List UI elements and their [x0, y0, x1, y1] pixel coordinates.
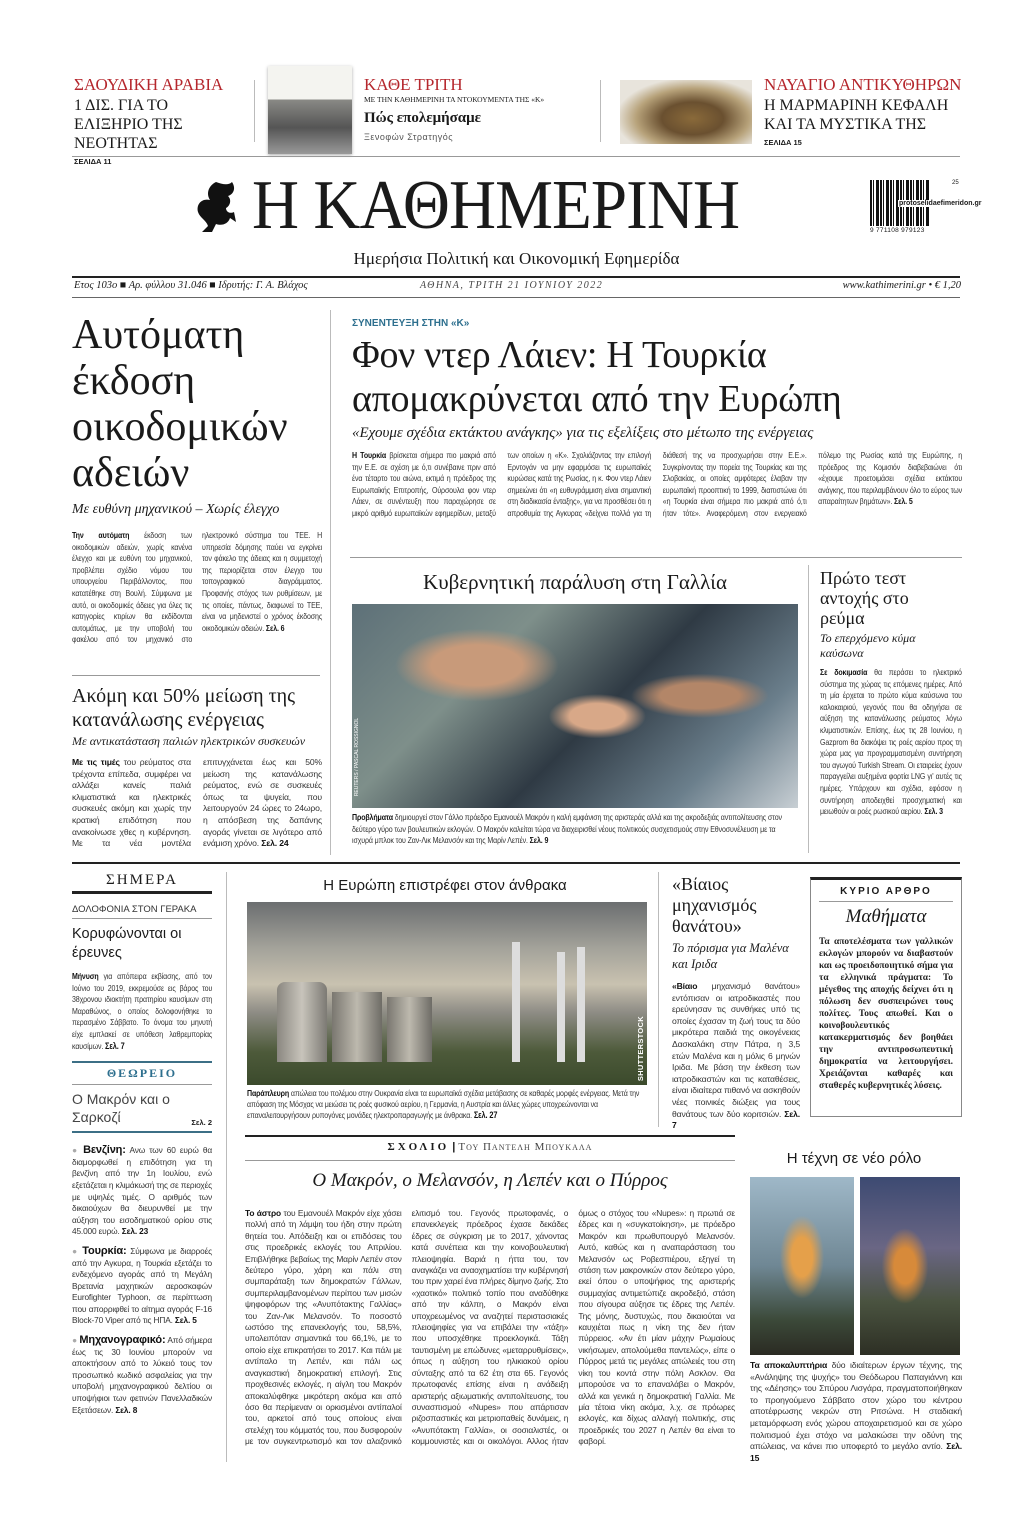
- teaser-author: Ξενοφών Στρατηγός: [364, 132, 454, 142]
- page-ref: Σελ. 3: [924, 806, 943, 817]
- france-caption: Προβλήματα δημιουργεί στον Γάλλο πρόεδρο Εμανουέλ Μακρόν η καλή εμφάνιση της αριστεράς αλλά και της ακροδεξιάς αντιπολίτευσης στον δεύτερο γύρο των βουλευτικών εκλογών. Ο Μακρόν καλείται τώρα να διαχειρισθεί νέους πολιτικούς συσχετισμούς στην Εθνοσυνέλευση με τα ισχυρά μπλοκ του Ζαν-Λικ Μελανσόν και της Μαρίν Λεπέν. Σελ. 9: [352, 812, 782, 846]
- briefs: [72, 1145, 212, 1416]
- teaser-title: Η ΜΑΡΜΑΡΙΝΗ ΚΕΦΑΛΗ ΚΑΙ ΤΑ ΜΥΣΤΙΚΑ ΤΗΣ: [764, 97, 949, 133]
- comment-body: Το άστρο του Εμανουέλ Μακρόν είχε χάσει πολλή από τη λάμψη του ήδη στην πρώτη θητεία του. Απόδειξη και οι επιδόσεις του στις προεδρικές εκλογές του Απριλίου. Επιβλήθηκε βεβαίως της Μαρίν Λεπέν στον δεύτερο γύρο, χάρη και πάλι στη συμπαράταξη των δημοκρατών Γάλλων, συμπεριλαμβανομένων περίπου των μισών ψηφοφόρων της «Ανυπότακτης Γαλλίας» του Ζαν-Λικ Μελανσόν. Το ποσοστό ωστόσο της επανεκλογής του, 58,5%, υπολειπόταν σημαντικά του 66,1%, με το οποίο είχε επικρατήσει το 2017. Και πάλι με αντίπαλο τη Λεπέν, και πάλι ως αναγκαστική δημοκρατική επιλογή. Στις προχθεσινές εκλογές, η αίγλη του Μακρόν αποκαλύφθηκε μικρότερη ακόμα και από όσο θα περίμεναν οι ορκισμένοι αντίπαλοί του, αρκετοί από τους οποίους είναι στελέχη του κόμματός του, που δυσφορούν με τον συγκεντρωτισμό και τον αλαζονικό ελιτισμό του. Γεγονός πρωτοφανές, ο επανεκλεγείς πρόεδρος έχασε δεκάδες έδρες σε σύγκριση με το 2017, χάνοντας κατά συνέπεια και την κοινοβουλευτική πλειοψηφία. Βαριά η ήττα του, τον αναγκάζει να αναοχηματίσει την κυβέρνησή του πριν χαρεί ένα πλήρες δίμηνο ζωής. Στο «χαοτικό» πολιτικό τοπίο που αναδύθηκε από την κάλπη, ο Μακρόν είναι υποχρεωμένος να αναζητεί περιστασιακές πλειοψηφίες για να επιβάλει την «τάξη» που υποσχέθηκε προεκλογικά. Τάξη ταυτισμένη με επώδυνες «μεταρρυθμίσεις», όπως η αύξηση του ηλικιακού ορίου σύνταξης από τα 62 έτη στα 65. Γεγονός πρωτοφανές επίσης είναι η ανάδειξη αριστερής αξιωματικής αντιπολίτευσης, του συνασπισμού «Nupes» που απάρτισαν ριζοσπαστικές και μετριοπαθείς δυνάμεις, η «Ανυπότακτη Γαλλία», οι σοσιαλιστές, οι κομμουνιστές και οι οικολόγοι. Αλλος ήταν όμως ο στόχος του «Nupes»: η πρωτιά σε έδρες και η «συγκατοίκηση», με πρόεδρο Μακρόν και πρωθυπουργό Μελανσόν. Αυτό, καθώς και η αναπαράσταση του Μελανσόν ως Ροβεσπιέρου, εξηγεί τη στάση των μακρονικών στον δεύτερο γύρο, εκεί όπου ο υποψήφιος της αριστερής συμμαχίας αντιμετώπιζε ακροδεξιό, στάση που σίγουρα αύξησε τις έδρες της Λεπέν. Της μόνης, δυστυχώς, που δικαιούται να καυχιέται πως η νίκη της δεν ήταν πύρρειος. «Αν έτι μίαν μάχην Ρωμαίους νικήσωμεν, απολούμεθα παντελώς», είπε ο Πύρρος μετά τις μεγάλες απώλειές του στη νίκη του κοντά στην πόλη Ασκλον. Θα μπορούσε να το επαναλάβει ο Μακρόν, αλλά και γενικά η δημοκρατική Γαλλία. Με μία τέτοια νίκη ακόμα, λ.χ. σε πρόωρες εκλογές, και δίχως αλλαγή πολιτικής, στις προεδρικές του 2027 η Λεπέν θα είναι το φαβορί.: [245, 1208, 735, 1447]
- comment-header: ΣΧΟΛΙΟ | Του Παντελη Μπουκαλα: [387, 1141, 593, 1153]
- power-story[interactable]: [820, 568, 962, 818]
- comment-label: ΣΧΟΛΙΟ: [387, 1141, 450, 1153]
- energy-story[interactable]: [72, 684, 322, 851]
- teaser-antikythera[interactable]: [764, 76, 964, 147]
- photo-credit: SHUTTERSTOCK: [636, 1015, 645, 1081]
- editorial-title: Μαθήματα: [845, 906, 927, 927]
- patra-story[interactable]: [672, 874, 800, 1131]
- teaser-kicker: ΣΑΟΥΔΙΚΗ ΑΡΑΒΙΑ: [74, 75, 224, 94]
- story-body: Με τις τιμές του ρεύματος στα τρέχοντα επίπεδα, συμφέρει να αλλάξει κανείς παλιά κλιματιστικά και ηλεκτρικές συσκευές ακόμη και χωρίς την κρατική επιδότηση που ανακοίνωσε χθες η κυβέρνηση. Με τα νέα μοντέλα επιτυγχάνεται έως και 50% μείωση της κατανάλωσης ρεύματος, ενώ σε συσκευές όπως τα ψυγεία, που λειτουργούν 24 ώρες το 24ωρο, η απόσβεση της δαπάνης αγοράς γίνεται σε λιγότερο από ενάμιση χρόνο. Σελ. 24: [72, 757, 322, 849]
- editorial-box[interactable]: [810, 877, 962, 1117]
- teaser-page: ΣΕΛΙΔΑ 11: [74, 157, 112, 166]
- subtitle: Με αντικατάσταση παλιών ηλεκτρικών συσκευών: [72, 734, 306, 748]
- teaser-kicker: ΚΑΘΕ ΤΡΙΤΗ: [364, 75, 463, 94]
- brief-item[interactable]: ● Τουρκία: Σύμφωνα με διαρροές από την Αγκυρα, η Τουρκία εξετάζει το ενδεχόμενο αγοράς από τη Μεγάλη Βρετανία μαχητικών αεροσκαφών Eurofighter Typhoon, σε περίπτωση που απορριφθεί το αίτημα αγοράς F-16 Block-70 Viper από τις ΗΠΑ. Σελ. 5: [72, 1244, 212, 1326]
- today-label: ΣΗΜΕΡΑ: [106, 872, 178, 888]
- subtitle: Το πόρισμα για Μαλένα και Ιριδα: [672, 941, 789, 971]
- teaser-title: Πώς επολεμήσαμε: [364, 110, 482, 126]
- headline: Ακόμη και 50% μείωση της κατανάλωσης ενέργειας: [72, 685, 296, 731]
- editorial-label: ΚΥΡΙΟ ΑΡΘΡΟ: [819, 886, 953, 902]
- sculpture-photo-1: [750, 1177, 854, 1355]
- macron-crowd-photo: [352, 604, 798, 808]
- story-body: Η Τουρκία βρίσκεται σήμερα πιο μακριά από την Ε.Ε. σε σχέση με ό,τι συνέβαινε πριν από ένα τέταρτο του αιώνα, εκτιμά η πρόεδρος της Ευρωπαϊκής Επιτροπής, Ούρσουλα φον ντερ Λάιεν, σε συνέντευξη που παραχώρησε σε μικρό αριθμό ευρωπαϊκών εφημερίδων, μεταξύ των οποίων η «Κ». Σχολιάζοντας την επιλογή Ερντογάν να μην εφαρμόσει τις ευρωπαϊκές κυρώσεις κατά της Ρωσίας, η κ. Φον ντερ Λάιεν σημειώνει ότι «η ευθυγράμμιση είναι σημαντική στη διαδικασία ένταξης», για να προσθέσει ότι η απροθυμία της Αγκυρας «δείχνει πολλά για τη διάθεσή της να προσχωρήσει στην Ε.Ε.». Συγκρίνοντας την πορεία της Τουρκίας και της Σλοβακίας, οι οποίες αμφότερες έλαβαν την ευρωπαϊκή προοπτική το 1999, διαπιστώνει ότι «η Τουρκία είναι σήμερα πιο μακριά από ό,τι ήταν τότε». Αναφερόμενη στον ενεργειακό πόλεμο της Ρωσίας κατά της Ευρώπης, η πρόεδρος της Κομισιόν διαβεβαιώνει ότι «έχουμε προετοιμάσει σχέδια εκτάκτου ανάγκης, που περιλαμβάνουν όλο το εύρος των απαραίτητων βημάτων». Σελ. 5: [352, 450, 963, 518]
- teaser-page: ΣΕΛΙΔΑ 15: [764, 138, 802, 147]
- art-headline: Η τέχνη σε νέο ρόλο: [786, 1150, 922, 1167]
- coal-caption: Παράπλευρη απώλεια του πολέμου στην Ουκρανία είναι τα ευρωπαϊκά σχέδια μετάβασης σε καθαρές μορφές ενέργειας. Μετά την απόφαση της Μόσχας να μειώσει τις ροές φυσικού αερίου, η Γερμανία, η Αυστρία και άλλες χώρες υποχρεώνονται να επαναλειτουργήσουν ρυπογόνες μονάδες ηλεκτροπαραγωγής με άνθρακα. Σελ. 27: [247, 1088, 640, 1121]
- page-ref: Σελ. 27: [473, 1110, 498, 1121]
- comment-author: Του Παντελη Μπουκαλα: [458, 1141, 593, 1153]
- page-ref: Σελ. 7: [105, 1040, 125, 1051]
- today-column: [72, 872, 212, 1416]
- today-body: Μήνυση για απόπειρα εκβίασης, από τον Ιούνιο του 2019, εκκρεμούσε εις βάρος του 38χρονου ιδιοκτήτη πρατηρίου καυσίμων στη Μαραθώνος, ο οποίος δολοφονήθηκε το περασμένο Σάββατο. Το όνομα του μηνυτή είχε εμπλακεί σε υπόθεση λαθρεμπορίας καυσίμων. Σελ. 7: [72, 971, 213, 1051]
- newspaper-title: Η ΚΑΘΗΜΕΡΙΝΗ: [252, 167, 740, 244]
- headline: Πρώτο τεστ αντοχής στο ρεύμα: [820, 568, 909, 628]
- story-body: «Βίαιο μηχανισμό θανάτου» εντόπισαν οι ιατροδικαστές που ερεύνησαν τις συνθήκες υπό τις οποίες έχασαν τη ζωή τους τα δύο μικρότερα παιδιά της οικογένειας Δασκαλάκη στην Πάτρα, η 3,5 ετών Μαλένα και η μόλις 6 μηνών Ιριδα. Με βάση την έκθεση των ιατροδικαστών και τις καταθέσεις, είναι ιδιαίτερα πιθανό να ασκηθούν νέες ποινικές διώξεις για τους θανάτους των δύο κοριτσιών. Σελ. 7: [672, 981, 800, 1131]
- coal-headline: Η Ευρώπη επιστρέφει στον άνθρακα: [323, 877, 567, 894]
- teaser-kicker: ΝΑΥΑΓΙΟ ΑΝΤΙΚΥΘΗΡΩΝ: [764, 75, 962, 94]
- main-story[interactable]: [352, 318, 962, 520]
- story-body: Την αυτόματη έκδοση των οικοδομικών αδειών, χωρίς κανένα έλεγχο και με ευθύνη του μηχανικού, προβλέπει σχέδιο νόμου του υπουργείου Περιβάλλοντος, που κατατέθηκε στη Βουλή. Σύμφωνα με αυτό, οι οικοδομικές άδειες για όλες τις κατηγορίες κτιρίων θα εκδίδονται αυτομάτως, με την υποβολή του φακέλου από τον μηχανικό στο ηλεκτρονικό σύστημα του ΤΕΕ. Η υπηρεσία δόμησης παύει να εγκρίνει τον φάκελο της άδειας και η συμμετοχή της περιορίζεται στον έλεγχο του τοπογραφικού διαγράμματος. Προφανής στόχος των ρυθμίσεων, με τις οποίες, πάντως, διαφωνεί το ΤΕΕ, είναι να μηδενιστεί ο χρόνος έκδοσης οικοδομικών αδειών. Σελ. 6: [72, 530, 323, 645]
- headline: Αυτόματη έκδοση οικοδομικών αδειών: [72, 312, 288, 496]
- teaser-sub: ΜΕ ΤΗΝ ΚΑΘΗΜΕΡΙΝΗ ΤΑ ΝΤΟΚΟΥΜΕΝΤΑ ΤΗΣ «Κ»: [364, 95, 545, 104]
- story-body: Σε δοκιμασία θα περάσει το ηλεκτρικό σύστημα της χώρας τις επόμενες ημέρες. Από τη μία έρχεται το πρώτο κύμα καύσωνα του καλοκαιριού, γεγονός που θα οδηγήσει σε αύξηση της κατανάλωσης ρεύματος λόγω κλιματιστικών. Επίσης, έως τις 28 Ιουνίου, η Gazprom θα διακόψει τις ροές αερίου προς τη χώρα μας για προγραμματισμένη συντήρηση του αγωγού Turkish Stream. Οι εταιρείες έχουν παραγγείλει αυξημένα φορτία LNG γι' αυτές τις ημέρες. Υπάρχουν και σχέδια, εφόσον η συντήρηση αποδειχθεί προσχηματική και μειωθούν οι ροές ρωσικού αερίου. Σελ. 3: [820, 667, 962, 817]
- brief-item[interactable]: ● Βενζίνη: Ανω των 60 ευρώ θα διαμορφωθεί η επιδότηση για τη βενζίνη από την 1η Ιουλίου, ενώ εξετάζεται η κλιμάκωσή της σε περιοχές με υψηλές τιμές. Ο αριθμός των δικαιούχων θα διευρυνθεί με την αύξηση του εισοδηματικού ορίου στις 45.000 ευρώ. Σελ. 23: [72, 1144, 212, 1237]
- kicker: ΣΥΝΕΝΤΕΥΞΗ ΣΤΗΝ «Κ»: [352, 318, 470, 329]
- barcode-number: 9 771108 979123: [870, 227, 925, 234]
- page-ref: Σελ. 5: [894, 496, 913, 507]
- theoreio-label: ΘΕΩΡΕΙΟ: [72, 1063, 212, 1085]
- subtitle: Με ευθύνη μηχανικού – Χωρίς έλεγχο: [72, 502, 280, 517]
- coal-plant-photo: [247, 902, 647, 1085]
- book-cover-image: [268, 66, 352, 154]
- theoreio-title[interactable]: Ο Μακρόν και ο Σαρκοζί: [72, 1091, 170, 1126]
- teaser-documents[interactable]: [364, 76, 594, 142]
- subtitle: Το επερχόμενο κύμα καύσωνα: [820, 631, 916, 660]
- headline: «Βίαιος μηχανισμός θανάτου»: [672, 874, 757, 936]
- issue-date: ΑΘΗΝΑ, ΤΡΙΤΗ 21 ΙΟΥΝΙΟΥ 2022: [420, 280, 604, 291]
- left-story[interactable]: [72, 312, 322, 646]
- theoreio-page: Σελ. 2: [191, 1118, 212, 1128]
- headline: Φον ντερ Λάιεν: Η Τουρκία απομακρύνεται από την Ευρώπη: [352, 334, 842, 420]
- brief-item[interactable]: ● Μηχανογραφικό: Από σήμερα έως τις 30 Ιουνίου μπορούν να αποκτήσουν από το λύκειό τους τον προσωπικό κωδικό ασφαλείας για την υποβολή μηχανογραφικού δελτίου οι υποψήφιοι των φετινών Πανελλαδικών Εξετάσεων. Σελ. 8: [72, 1334, 212, 1415]
- today-headline[interactable]: Κορυφώνονται οι έρευνες: [72, 926, 182, 961]
- teaser-title: 1 ΔΙΣ. ΓΙΑ ΤΟ ΕΛΙΞΗΡΙΟ ΤΗΣ ΝΕΟΤΗΤΑΣ: [74, 97, 183, 152]
- comment-headline[interactable]: Ο Μακρόν, ο Μελανσόν, η Λεπέν και ο Πύρρος: [312, 1170, 668, 1191]
- editorial-body: Τα αποτελέσματα των γαλλικών εκλογών μπορούν να διαβαστούν και ως προειδοποιητικό σήμα για τα ελληνικά πράγματα: Το μέγεθος της αποχής δείχνει ότι η πόλωση δεν συσπειρώνει τους πολίτες. Τους απωθεί. Και ο κοινοβουλευτικός κατακερματισμός δεν βοηθάει την αντιπροσωπευτική δημοκρατία να λειτουργήσει. Χρειάζονται καθαρές και σταθερές κυβερνητικές λύσεις.: [819, 937, 953, 1091]
- tagline: Ημερήσια Πολιτική και Οικονομική Εφημερίδα: [353, 249, 680, 268]
- website-price: www.kathimerini.gr • € 1,20: [842, 280, 961, 291]
- barcode: [870, 180, 982, 236]
- sculpture-photo-2: [860, 1177, 960, 1355]
- barcode-issue: 25: [952, 180, 959, 186]
- art-caption: Τα αποκαλυπτήρια δύο ιδιαίτερων έργων τέχνης, της «Ανάληψης της ψυχής» του Θεόδωρου Παπαγιάννη και της «Δέησης» του Σπύρου Λισγάρα, πραγματοποιήθηκαν το προηγούμενο Σάββατο στον χώρο του κέντρου αποτέφρωσης νεκρών στη Ριτσώνα. Η σταδιακή μεταμόρφωση ενός χώρου αποχαιρετισμού και σε χώρο πολιτισμού έχει στόχο να μαλακώσει την οδύνη της απώλειας, να κάνει πιο υποφερτό το μεγάλο αντίο. Σελ. 15: [750, 1360, 962, 1463]
- today-kicker: ΔΟΛΟΦΟΝΙΑ ΣΤΟΝ ΓΕΡΑΚΑ: [72, 904, 212, 919]
- subtitle: «Εχουμε σχέδια εκτάκτου ανάγκης» για τις εξελίξεις στο μέτωπο της ενέργειας: [352, 425, 814, 441]
- photo-credit: REUTERS / PASCAL ROSSIGNOL: [354, 717, 361, 797]
- barcode-label: protoselidaefimeridon.gr: [899, 200, 982, 207]
- issue-info: Ετος 103ο ■ Αρ. φύλλου 31.046 ■ Ιδρυτής: Γ. Α. Βλάχος: [74, 280, 308, 291]
- france-headline: Κυβερνητική παράλυση στη Γαλλία: [423, 570, 727, 594]
- griffin-logo-icon: [186, 178, 244, 236]
- page-ref: Σελ. 6: [265, 622, 285, 633]
- marble-head-image: [620, 80, 752, 144]
- teaser-saudi[interactable]: [74, 76, 244, 166]
